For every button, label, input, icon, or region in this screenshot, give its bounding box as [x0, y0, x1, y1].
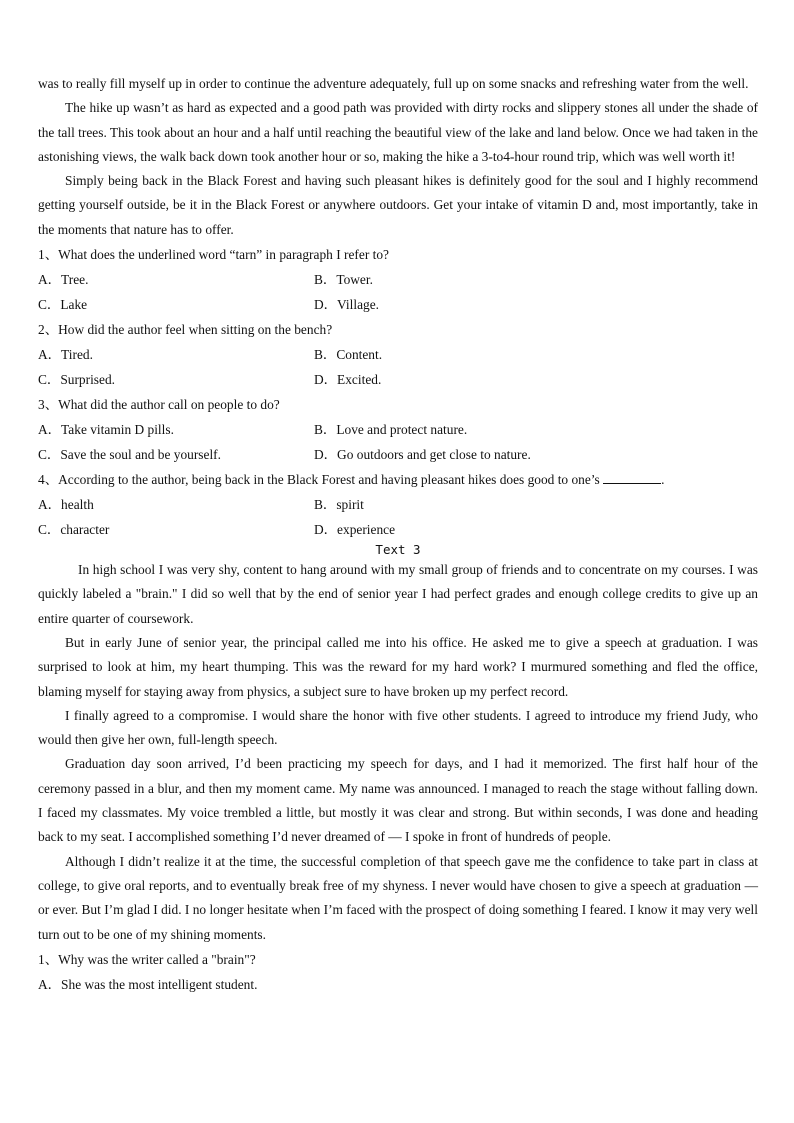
- question-block: [38, 392, 758, 467]
- options-grid: [38, 492, 758, 542]
- option-b[interactable]: B．Tower.: [314, 272, 373, 288]
- paragraph: But in early June of senior year, the principal called me into his office. He asked me to give a speech at graduation. I was surprised to look at him, my heart thumping. This was the reward for my hard work? I murmured something and fled the office, blaming myself for staying away from physics, a subject sure to have broken up my perfect record.: [38, 634, 758, 699]
- options-grid: [38, 417, 758, 467]
- question-text: 1、What does the underlined word “tarn” in paragraph I refer to?: [38, 247, 389, 263]
- option-a[interactable]: A．Tired.: [38, 347, 93, 363]
- option-b[interactable]: B．Love and protect nature.: [314, 422, 468, 438]
- options-grid: [38, 342, 758, 392]
- paragraph: Simply being back in the Black Forest and having such pleasant hikes is definitely good for the soul and I highly recommend getting yourself outside, be it in the Black Forest or anywhere outdoors. Get your intake of vitamin D and, most importantly, take in the moments that nature has to offer.: [38, 173, 758, 237]
- section-title: Text 3: [375, 542, 421, 558]
- option-c[interactable]: C．Surprised.: [38, 372, 115, 388]
- option-a[interactable]: A．Tree.: [38, 272, 89, 288]
- option-c[interactable]: C．character: [38, 522, 110, 538]
- paragraph: Although I didn’t realize it at the time, the successful completion of that speech gave me the confidence to take part in class at college, to give oral reports, and to eventually break free of my shyness. I never would have chosen to give a speech at graduation — or ever. But I’m glad I did. I no longer hesitate when I’m faced with the prospect of doing something I feared. I know it may very well turn out to be one of my shining moments.: [38, 853, 758, 942]
- answer-blank[interactable]: [603, 471, 661, 484]
- question-text: 4、According to the author, being back in the Black Forest and having pleasant hikes does good to one’s: [38, 472, 600, 488]
- question-block: [38, 947, 758, 997]
- question-block: [38, 467, 758, 542]
- option-b[interactable]: B．spirit: [314, 497, 364, 513]
- document-page: [38, 72, 758, 997]
- option-a[interactable]: A．She was the most intelligent student.: [38, 976, 258, 992]
- option-c[interactable]: C．Lake: [38, 297, 88, 313]
- options-grid: [38, 267, 758, 317]
- paragraph: The hike up wasn’t as hard as expected and a good path was provided with dirty rocks and slippery stones all under the shade of the tall trees. This took about an hour and a half until reaching the beautiful view of the lake and land below. Once we had taken in the astonishing views, the walk back down took another hour or so, making the hike a 3-to4-hour round trip, which was well worth it!: [38, 100, 758, 164]
- question-block: [38, 242, 758, 317]
- question-block: [38, 317, 758, 392]
- paragraph: In high school I was very shy, content to hang around with my small group of friends and to concentrate on my courses. I was quickly labeled a "brain." I did so well that by the end of senior year I had perfect grades and enough college credits to give up an entire quarter of coursework.: [38, 562, 758, 626]
- question-text: 3、What did the author call on people to do?: [38, 397, 280, 413]
- question-end: .: [661, 472, 665, 488]
- question-line: [38, 467, 758, 492]
- paragraph: I finally agreed to a compromise. I would share the honor with five other students. I agreed to introduce my friend Judy, who would then give her own, full-length speech.: [38, 707, 758, 748]
- option-a[interactable]: A．Take vitamin D pills.: [38, 422, 174, 438]
- option-b[interactable]: B．Content.: [314, 347, 383, 363]
- paragraph: was to really fill myself up in order to continue the adventure adequately, full up on some snacks and refreshing water from the well.: [38, 76, 749, 91]
- option-d[interactable]: D．Go outdoors and get close to nature.: [314, 447, 531, 463]
- question-text: 2、How did the author feel when sitting on the bench?: [38, 322, 333, 338]
- option-a[interactable]: A．health: [38, 497, 94, 513]
- option-d[interactable]: D．Excited.: [314, 372, 382, 388]
- option-c[interactable]: C．Save the soul and be yourself.: [38, 447, 221, 463]
- question-text: 1、Why was the writer called a "brain"?: [38, 951, 256, 967]
- paragraph: Graduation day soon arrived, I’d been practicing my speech for days, and I had it memorized. The first half hour of the ceremony passed in a blur, and then my moment came. My name was announced. I managed to reach the stage without falling down. I faced my classmates. My voice trembled a little, but mostly it was clear and strong. But within seconds, I was done and heading back to my seat. I accomplished something I’d never dreamed of — I spoke in front of hundreds of people.: [38, 756, 758, 845]
- option-d[interactable]: D．experience: [314, 522, 396, 538]
- option-d[interactable]: D．Village.: [314, 297, 380, 313]
